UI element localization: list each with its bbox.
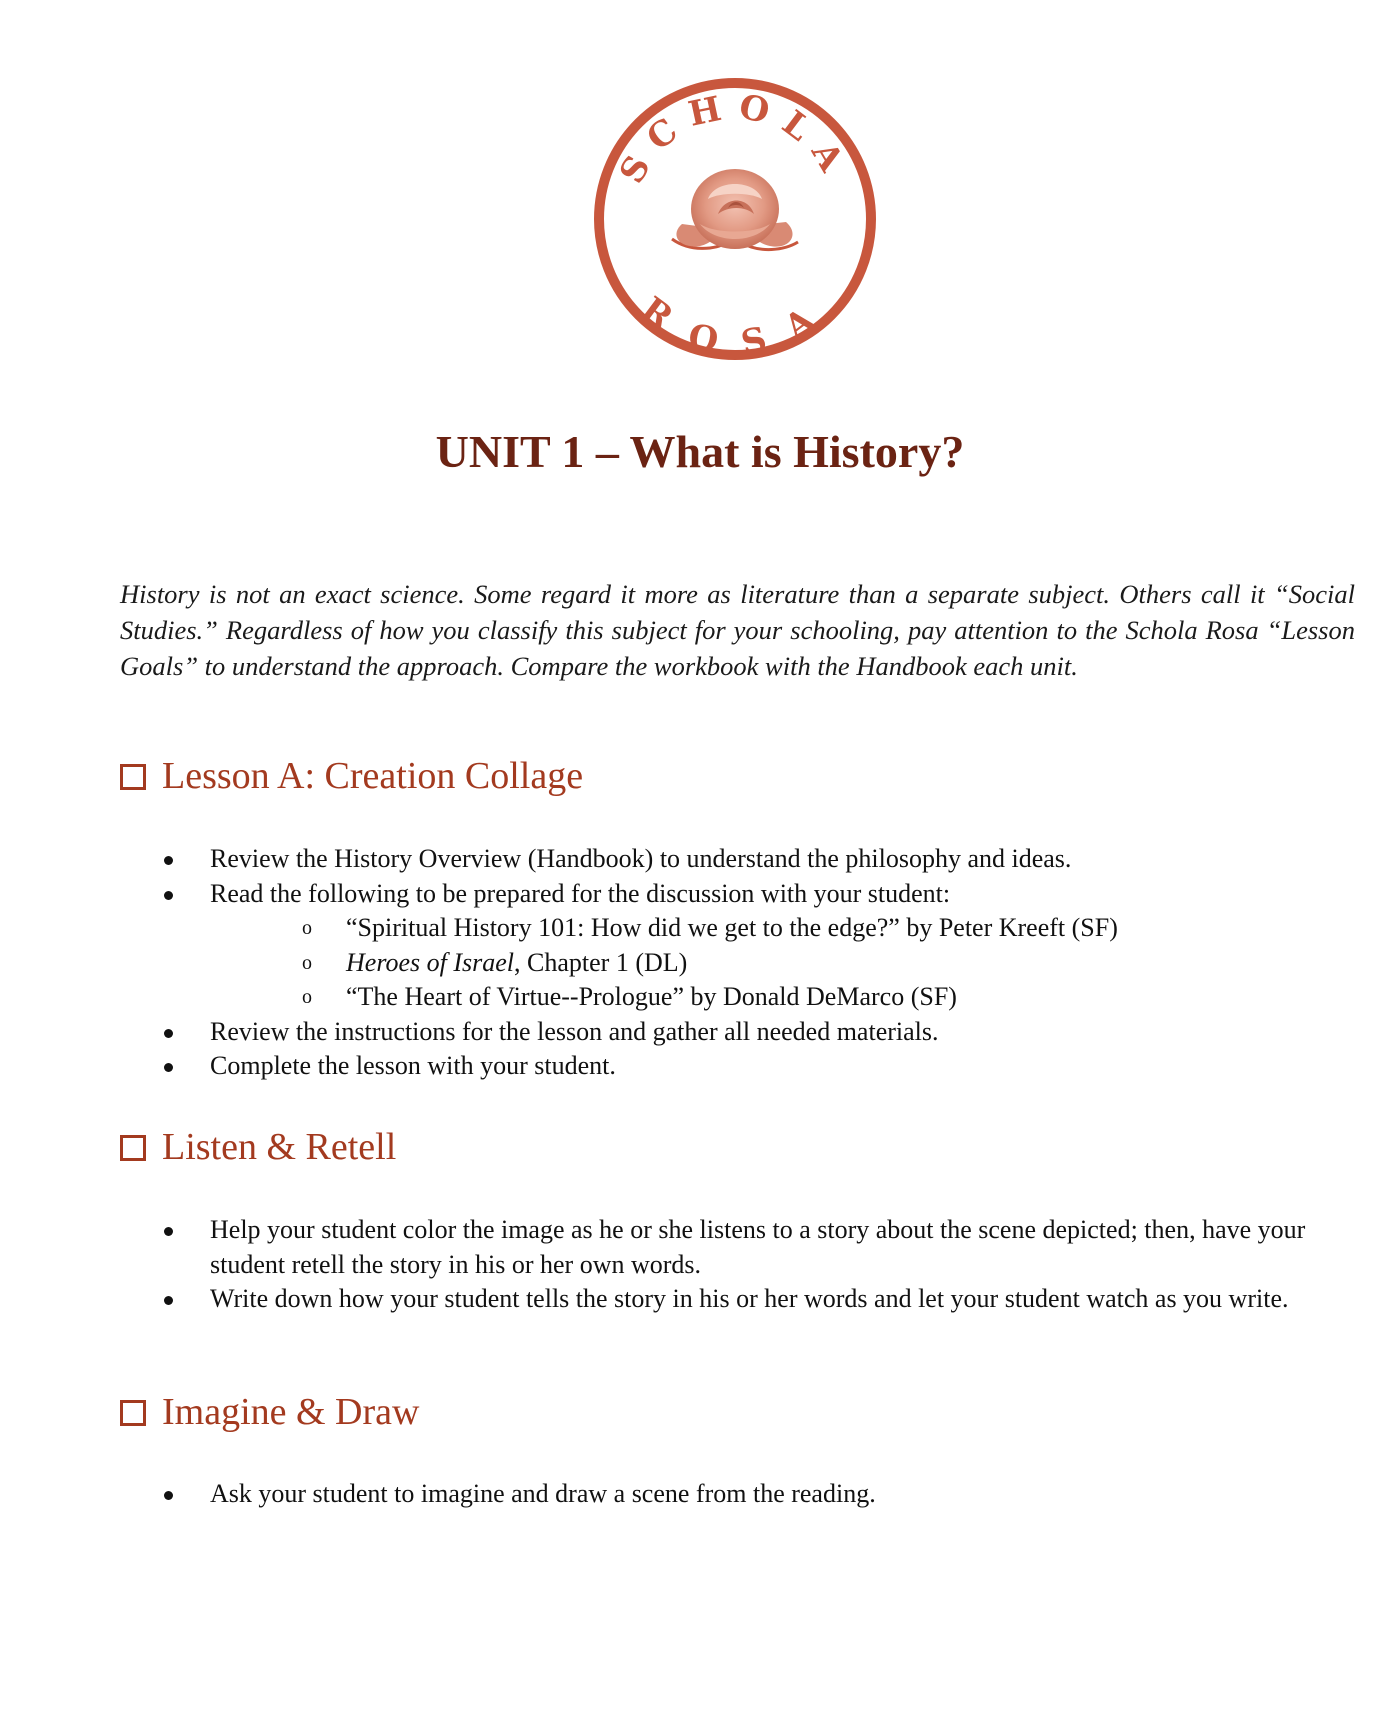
section-heading-label: Listen & Retell bbox=[162, 1126, 397, 1168]
checkbox-icon[interactable] bbox=[120, 764, 146, 790]
checkbox-icon[interactable] bbox=[120, 1400, 146, 1426]
book-detail: , Chapter 1 (DL) bbox=[514, 947, 688, 977]
schola-rosa-logo bbox=[590, 74, 880, 364]
checkbox-icon[interactable] bbox=[120, 1135, 146, 1161]
listen-retell-list bbox=[160, 1213, 1340, 1317]
rose-icon bbox=[672, 169, 798, 250]
lesson-a-list bbox=[160, 842, 1340, 1084]
section-heading-lesson-a bbox=[120, 756, 583, 798]
logo-bottom-text: ROSA bbox=[633, 289, 837, 364]
imagine-draw-list bbox=[160, 1477, 1340, 1512]
intro-paragraph: History is not an exact science. Some regard it more as literature than a separate subject. Others call it “Social Studies.” Regardless of how you classify this subject for your schooling, pay attention to the Schola Rosa “Lesson Goals” to understand the approach. Compare the workbook with the Handbook each unit. bbox=[120, 579, 1355, 681]
section-heading-label: Lesson A: Creation Collage bbox=[162, 755, 584, 797]
list-item: Review the instructions for the lesson and gather all needed materials. bbox=[160, 1015, 1340, 1050]
list-item bbox=[160, 877, 1340, 1015]
sub-list-item: o “The Heart of Virtue--Prologue” by Donald DeMarco (SF) bbox=[210, 980, 1340, 1015]
list-item: Complete the lesson with your student. bbox=[160, 1049, 1340, 1084]
list-item: Ask your student to imagine and draw a scene from the reading. bbox=[160, 1477, 1340, 1512]
list-item: Write down how your student tells the story in his or her words and let your student watch as you write. bbox=[160, 1282, 1340, 1317]
list-item-text: Read the following to be prepared for the discussion with your student: bbox=[210, 878, 951, 908]
section-heading-listen-retell bbox=[120, 1127, 396, 1169]
reading-list bbox=[210, 911, 1340, 1015]
list-item: Review the History Overview (Handbook) to understand the philosophy and ideas. bbox=[160, 842, 1340, 877]
logo-top-text: SCHOLA bbox=[611, 86, 859, 191]
section-heading-label: Imagine & Draw bbox=[162, 1391, 420, 1433]
sub-list-item bbox=[210, 946, 1340, 981]
section-heading-imagine-draw bbox=[120, 1392, 419, 1434]
page-title: UNIT 1 – What is History? bbox=[435, 426, 965, 477]
list-item: Help your student color the image as he or she listens to a story about the scene depicted; then, have your student retell the story in his or her own words. bbox=[160, 1213, 1340, 1282]
book-title: Heroes of Israel bbox=[346, 947, 515, 977]
sub-list-item: o “Spiritual History 101: How did we get to the edge?” by Peter Kreeft (SF) bbox=[210, 911, 1340, 946]
